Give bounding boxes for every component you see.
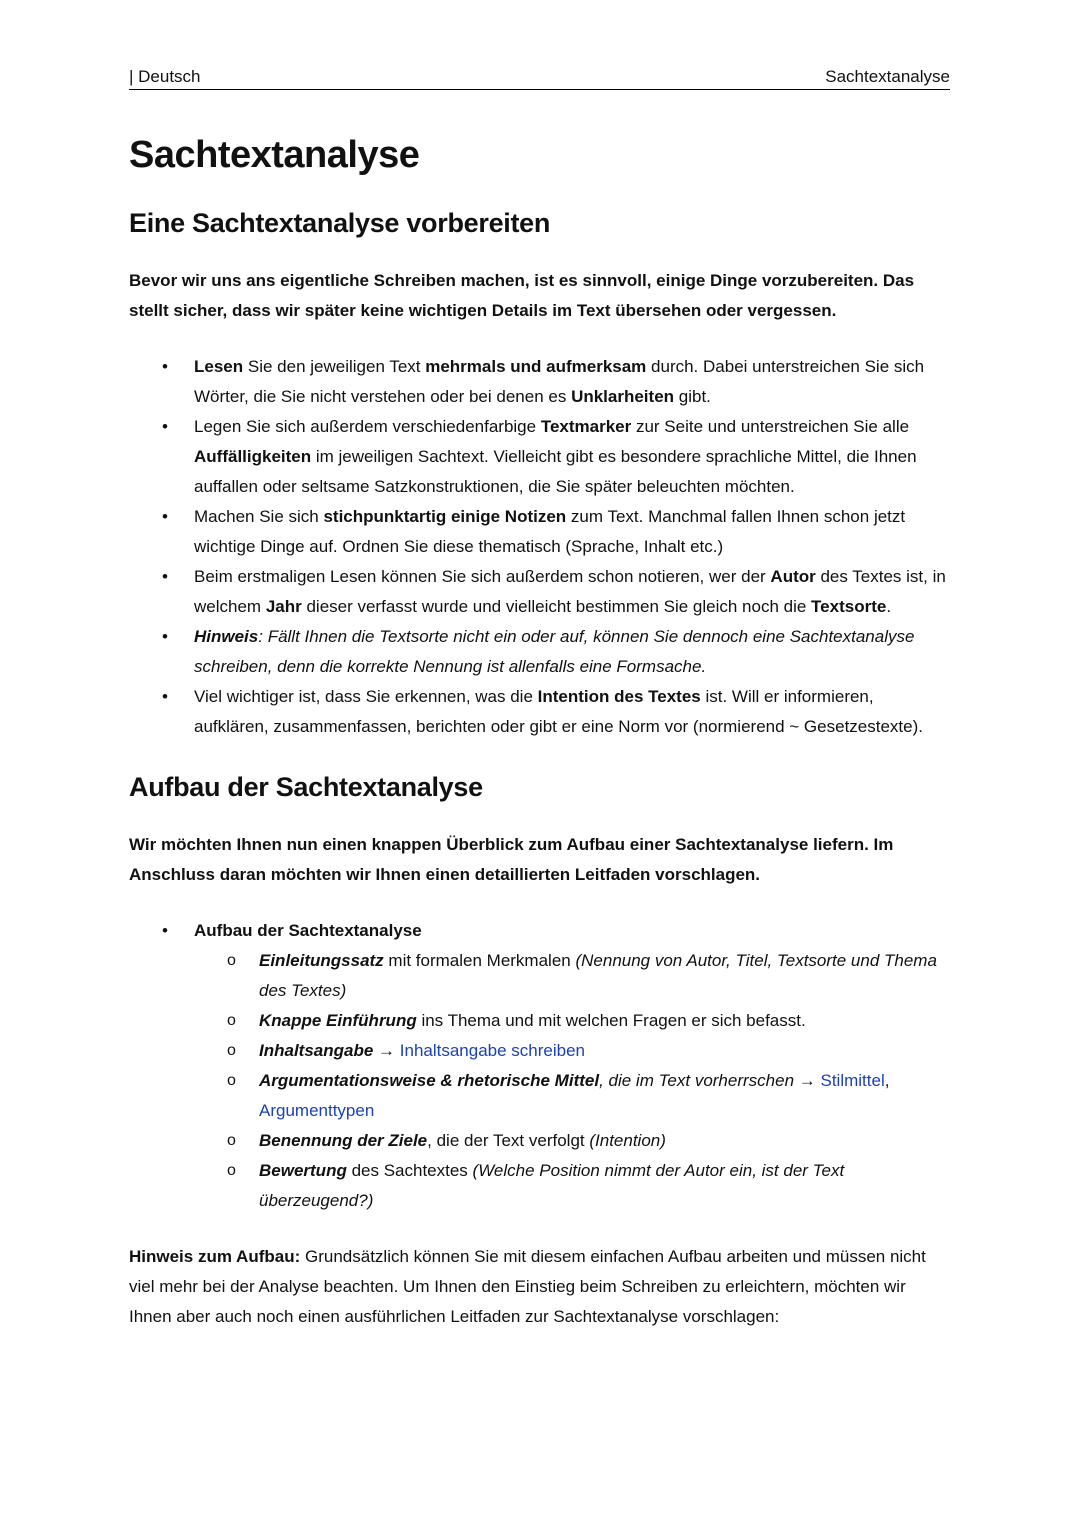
list-item: [129, 622, 950, 682]
list-item: [129, 562, 950, 622]
text-run: durch. Dabei unterstreichen Sie sich Wörter, die Sie nicht verstehen oder bei denen es: [194, 357, 925, 406]
sub-list-item: [194, 946, 950, 1006]
text-run: Machen Sie sich: [194, 507, 324, 526]
text-run: Textsorte: [811, 597, 887, 616]
text-run: →: [373, 1041, 400, 1060]
text-run: Intention des Textes: [537, 687, 701, 706]
page-title: Sachtextanalyse: [129, 134, 420, 176]
section-heading-structure: Aufbau der Sachtextanalyse: [129, 772, 483, 802]
text-run: mehrmals und aufmerksam: [425, 357, 647, 376]
text-run: , die der Text verfolgt: [427, 1131, 590, 1150]
text-run: Beim erstmaligen Lesen können Sie sich außerdem schon notieren, wer der: [194, 567, 771, 586]
note-text: Grundsätzlich können Sie mit diesem einfachen Aufbau arbeiten und müssen nicht viel mehr bei der Analyse beachten. Um Ihnen den Einstieg beim Schreiben zu erleichtern, möchten wir Ihnen aber auch noch einen ausführlichen Leitfaden zur Sachtextanalyse vorschlagen:: [129, 1247, 926, 1326]
text-run: Knappe Einführung: [259, 1011, 417, 1030]
text-run: mit formalen Merkmalen: [383, 951, 576, 970]
list-item: [129, 412, 950, 502]
text-run: Sie den jeweiligen Text: [243, 357, 426, 376]
text-run: gibt.: [674, 387, 711, 406]
list-item: [129, 682, 950, 742]
text-run: dieser verfasst wurde und vielleicht bestimmen Sie gleich noch die: [301, 597, 812, 616]
text-run: des Textes ist, in welchem: [194, 567, 946, 616]
list-item: [129, 916, 950, 1216]
text-link[interactable]: Stilmittel: [820, 1071, 885, 1090]
text-run: Autor: [770, 567, 816, 586]
text-run: .: [886, 597, 892, 616]
text-run: im jeweiligen Sachtext. Vielleicht gibt es besondere sprachliche Mittel, die Ihnen auffallen oder seltsame Satzkonstruktionen, die Sie später beleuchten möchten.: [194, 447, 917, 496]
text-link[interactable]: Inhaltsangabe schreiben: [399, 1041, 586, 1060]
text-run: ins Thema und mit welchen Fragen er sich befasst.: [416, 1011, 806, 1030]
text-run: Lesen: [194, 357, 244, 376]
structure-bullet-list: [129, 916, 950, 1216]
text-run: Legen Sie sich außerdem verschiedenfarbige: [194, 417, 541, 436]
list-item: [129, 502, 950, 562]
sub-list-item: [194, 1006, 950, 1036]
text-run: Jahr: [265, 597, 302, 616]
section-intro-prepare: Bevor wir uns ans eigentliche Schreiben machen, ist es sinnvoll, einige Dinge vorzubereiten. Das stellt sicher, dass wir später keine wichtigen Details im Text übersehen oder vergessen.: [129, 271, 915, 320]
section-intro-structure: Wir möchten Ihnen nun einen knappen Überblick zum Aufbau einer Sachtextanalyse liefern. Im Anschluss daran möchten wir Ihnen einen detaillierten Leitfaden vorschlagen.: [129, 835, 894, 884]
text-run: zur Seite und unterstreichen Sie alle: [631, 417, 910, 436]
text-run: , die im Text vorherrschen: [599, 1071, 795, 1090]
sub-list-item: [194, 1036, 950, 1066]
sub-list-item: [194, 1126, 950, 1156]
header-topic: Sachtextanalyse: [825, 67, 950, 86]
text-link[interactable]: Argumenttypen: [259, 1101, 375, 1120]
text-run: (Welche Position nimmt der Autor ein, ist der Text überzeugend?): [259, 1161, 845, 1210]
text-run: Textmarker: [540, 417, 632, 436]
text-run: Auffälligkeiten: [194, 447, 312, 466]
section-heading-prepare: Eine Sachtextanalyse vorbereiten: [129, 208, 551, 238]
text-run: (Nennung von Autor, Titel, Textsorte und Thema des Textes): [259, 951, 937, 1000]
text-run: Benennung der Ziele: [259, 1131, 428, 1150]
list-item: [129, 352, 950, 412]
structure-note: [129, 1242, 950, 1332]
text-run: des Sachtextes: [346, 1161, 473, 1180]
structure-sub-list: [194, 946, 950, 1216]
note-label: Hinweis zum Aufbau:: [129, 1247, 301, 1266]
text-run: Bewertung: [259, 1161, 347, 1180]
text-run: ,: [884, 1071, 890, 1090]
text-run: Argumentationsweise & rhetorische Mittel: [259, 1071, 600, 1090]
text-run: Einleitungssatz: [259, 951, 384, 970]
text-run: stichpunktartig einige Notizen: [323, 507, 567, 526]
structure-list-label: Aufbau der Sachtextanalyse: [194, 921, 422, 940]
sub-list-item: [194, 1156, 950, 1216]
sub-list-item: [194, 1066, 950, 1126]
prepare-bullet-list: [129, 352, 950, 742]
text-run: zum Text. Manchmal fallen Ihnen schon jetzt wichtige Dinge auf. Ordnen Sie diese thematisch (Sprache, Inhalt etc.): [194, 507, 906, 556]
text-run: Unklarheiten: [571, 387, 675, 406]
text-run: ist. Will er informieren, aufklären, zusammenfassen, berichten oder gibt er eine Norm vor (normierend ~ Gesetzestexte).: [194, 687, 923, 736]
text-run: →: [794, 1071, 821, 1090]
text-run: (Intention): [589, 1131, 666, 1150]
text-run: Inhaltsangabe: [259, 1041, 374, 1060]
text-run: : Fällt Ihnen die Textsorte nicht ein oder auf, können Sie dennoch eine Sachtextanalyse schreiben, denn die korrekte Nennung ist allenfalls eine Formsache.: [194, 627, 915, 676]
text-run: Viel wichtiger ist, dass Sie erkennen, was die: [194, 687, 538, 706]
text-run: Hinweis: [194, 627, 259, 646]
page-header: [129, 66, 950, 90]
header-subject: | Deutsch: [129, 67, 201, 86]
